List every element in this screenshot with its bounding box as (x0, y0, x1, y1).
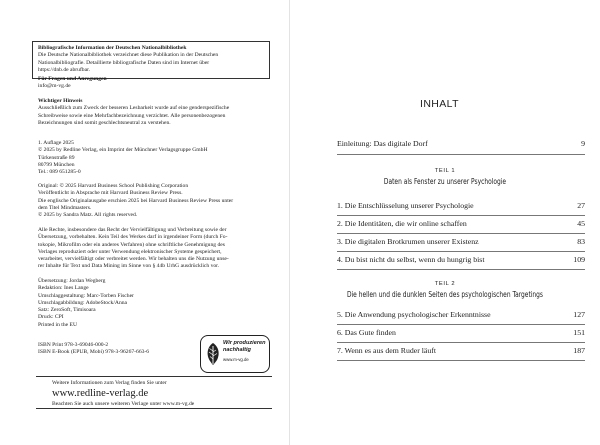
toc-divider (337, 342, 585, 343)
part-2-label: TEIL 2 (434, 281, 456, 287)
publisher-web-box (36, 376, 272, 409)
toc-divider (337, 360, 585, 361)
credits-line: Redaktion: Ines Lange (38, 285, 89, 292)
web-box-note: Beachten Sie auch unsere weiteren Verlage unter www.m-vg.de (52, 401, 195, 407)
publisher-line: 80799 München (38, 161, 75, 168)
publisher-line: Türkenstraße 89 (38, 154, 75, 161)
badge-url: www.m-vg.de (223, 357, 249, 362)
toc-divider (337, 233, 585, 234)
contact-title: Für Fragen und Anregungen (38, 76, 107, 82)
library-info-line: https://dnb.de abrufbar. (38, 67, 91, 74)
toc-entry-chapter-2[interactable] (337, 219, 585, 231)
toc-entry-page: 83 (577, 237, 585, 246)
rights-line: Übersetzung, vorbehalten. Kein Teil des Werkes darf in irgendeiner Form (durch Fo- (38, 234, 228, 241)
publisher-line: Tel.: 089 651285-0 (38, 169, 81, 176)
notice-line: Bezeichnungen sind somit geschlechtsneutral zu verstehen. (38, 119, 171, 126)
library-info-title: Bibliografische Information der Deutschen Nationalbibliothek (38, 45, 187, 51)
left-page (0, 0, 290, 445)
notice-line: Schreibweise sowie eine Mehrfachbezeichnung verzichtet. Alle personenbezogenen (38, 112, 226, 119)
toc-heading: INHALT (420, 98, 459, 110)
toc-entry-page: 27 (577, 201, 585, 210)
isbn-ebook: ISBN E-Book (EPUB, Mobi) 978-3-96267-663-6 (38, 349, 150, 356)
publisher-line: 1. Auflage 2025 (38, 140, 74, 146)
library-info-line: Die Deutsche Nationalbibliothek verzeichnet diese Publikation in der Deutschen (38, 52, 219, 59)
original-line: Veröffentlicht in Absprache mit Harvard Business Review Press. (38, 190, 183, 197)
credits-line: Umschlaggestaltung: Marc-Torben Fischer (38, 292, 134, 299)
original-line: © 2025 by Sandra Matz. All rights reserved. (38, 212, 138, 219)
badge-line-1: Wir produzieren (223, 340, 266, 346)
credits-line: Umschlagabbildung: AdobeStock/Anna (38, 299, 128, 306)
toc-divider (337, 215, 585, 216)
credits-line: Druck: CPI (38, 314, 64, 321)
credits-line: Übersetzung: Jordan Wegberg (38, 278, 106, 284)
leaf-icon (205, 341, 221, 367)
toc-entry-page: 9 (581, 139, 585, 148)
badge-line-2: nachhaltig (223, 347, 251, 353)
toc-entry-chapter-5[interactable] (337, 310, 585, 322)
toc-entry-chapter-1[interactable] (337, 201, 585, 213)
toc-divider (337, 251, 585, 252)
original-block (38, 183, 278, 219)
original-line: Original: © 2025 Harvard Business School Publishing Corporation (38, 183, 189, 189)
part-2-title: Die hellen und die dunklen Seiten des psychologischen Targetings (346, 290, 544, 299)
toc-divider (337, 154, 585, 155)
publisher-url-link[interactable]: www.redline-verlag.de (52, 388, 149, 399)
toc-entry-label: 5. Die Anwendung psychologischer Erkenntnisse (337, 310, 491, 319)
toc-entry-intro[interactable] (337, 139, 585, 151)
contact-block (38, 76, 278, 91)
notice-line: Ausschließlich zum Zweck der besseren Lesbarkeit wurde auf eine genderspezifische (38, 105, 230, 112)
original-line: dem Titel Mindmasters. (38, 204, 92, 211)
rights-line: tokopie, Mikrofilm oder ein anderes Verfahren) ohne schriftliche Genehmigung des (38, 241, 225, 248)
library-info-box (32, 41, 270, 79)
credits-block (38, 278, 278, 329)
toc-entry-label: 6. Das Gute finden (337, 328, 396, 337)
rights-line: Verlages reproduziert oder unter Verwendung elektronischer Systeme gespeichert, (38, 248, 222, 255)
toc-entry-page: 151 (573, 328, 585, 337)
toc-entry-page: 127 (573, 310, 585, 319)
toc-entry-page: 187 (573, 346, 585, 355)
toc-entry-label: 7. Wenn es aus dem Ruder läuft (337, 346, 437, 355)
toc-entry-label: 1. Die Entschlüsselung unserer Psychologie (337, 201, 474, 210)
toc-entry-chapter-7[interactable] (337, 346, 585, 358)
toc-divider (337, 324, 585, 325)
rights-line: Alle Rechte, insbesondere das Recht der Vervielfältigung und Verbreitung sowie der (38, 227, 227, 233)
sustainability-badge (200, 335, 270, 373)
rights-line: rer Inhalte für Text und Data Mining im Sinne von § 44b UrhG ausdrücklich vor. (38, 263, 220, 270)
toc-divider (337, 269, 585, 270)
toc-entry-label: 3. Die digitalen Brotkrumen unserer Existenz (337, 237, 479, 246)
toc-entry-chapter-4[interactable] (337, 255, 585, 267)
publisher-line: © 2025 by Redline Verlag, ein Imprint der Münchner Verlagsgruppe GmbH (38, 147, 208, 154)
part-1-label: TEIL 1 (434, 168, 456, 174)
toc-entry-label: Einleitung: Das digitale Dorf (337, 139, 428, 148)
library-info-line: Nationalbibliografie. Detaillierte bibliografische Daten sind im Internet über (38, 59, 210, 66)
toc-entry-chapter-6[interactable] (337, 328, 585, 340)
credits-line: Satz: ZeroSoft, Timisoara (38, 307, 96, 314)
original-line: Die englische Originalausgabe erschien 2025 bei Harvard Business Review Press unter (38, 197, 234, 204)
toc-entry-label: 2. Die Identitäten, die wir online schaffen (337, 219, 467, 228)
toc-entry-page: 109 (573, 255, 585, 264)
contact-email[interactable]: info@m-vg.de (38, 83, 71, 90)
toc-entry-page: 45 (577, 219, 585, 228)
notice-title: Wichtiger Hinweis (38, 98, 83, 104)
credits-line: Printed in the EU (38, 321, 77, 328)
rights-line: verarbeitet, vervielfältigt oder verbreitet werden. Wir behalten uns die Nutzung unse- (38, 256, 229, 263)
web-box-intro: Weitere Informationen zum Verlag finden Sie unter (52, 380, 167, 386)
toc-entry-label: 4. Du bist nicht du selbst, wenn du hungrig bist (337, 255, 485, 264)
publisher-block (38, 140, 278, 176)
notice-block (38, 98, 278, 127)
part-1-title: Daten als Fenster zu unserer Psychologie (383, 177, 507, 186)
isbn-print: ISBN Print 978-3-69046-000-2 (38, 342, 109, 348)
right-page (290, 0, 600, 445)
toc-entry-chapter-3[interactable] (337, 237, 585, 249)
rights-block (38, 227, 278, 271)
